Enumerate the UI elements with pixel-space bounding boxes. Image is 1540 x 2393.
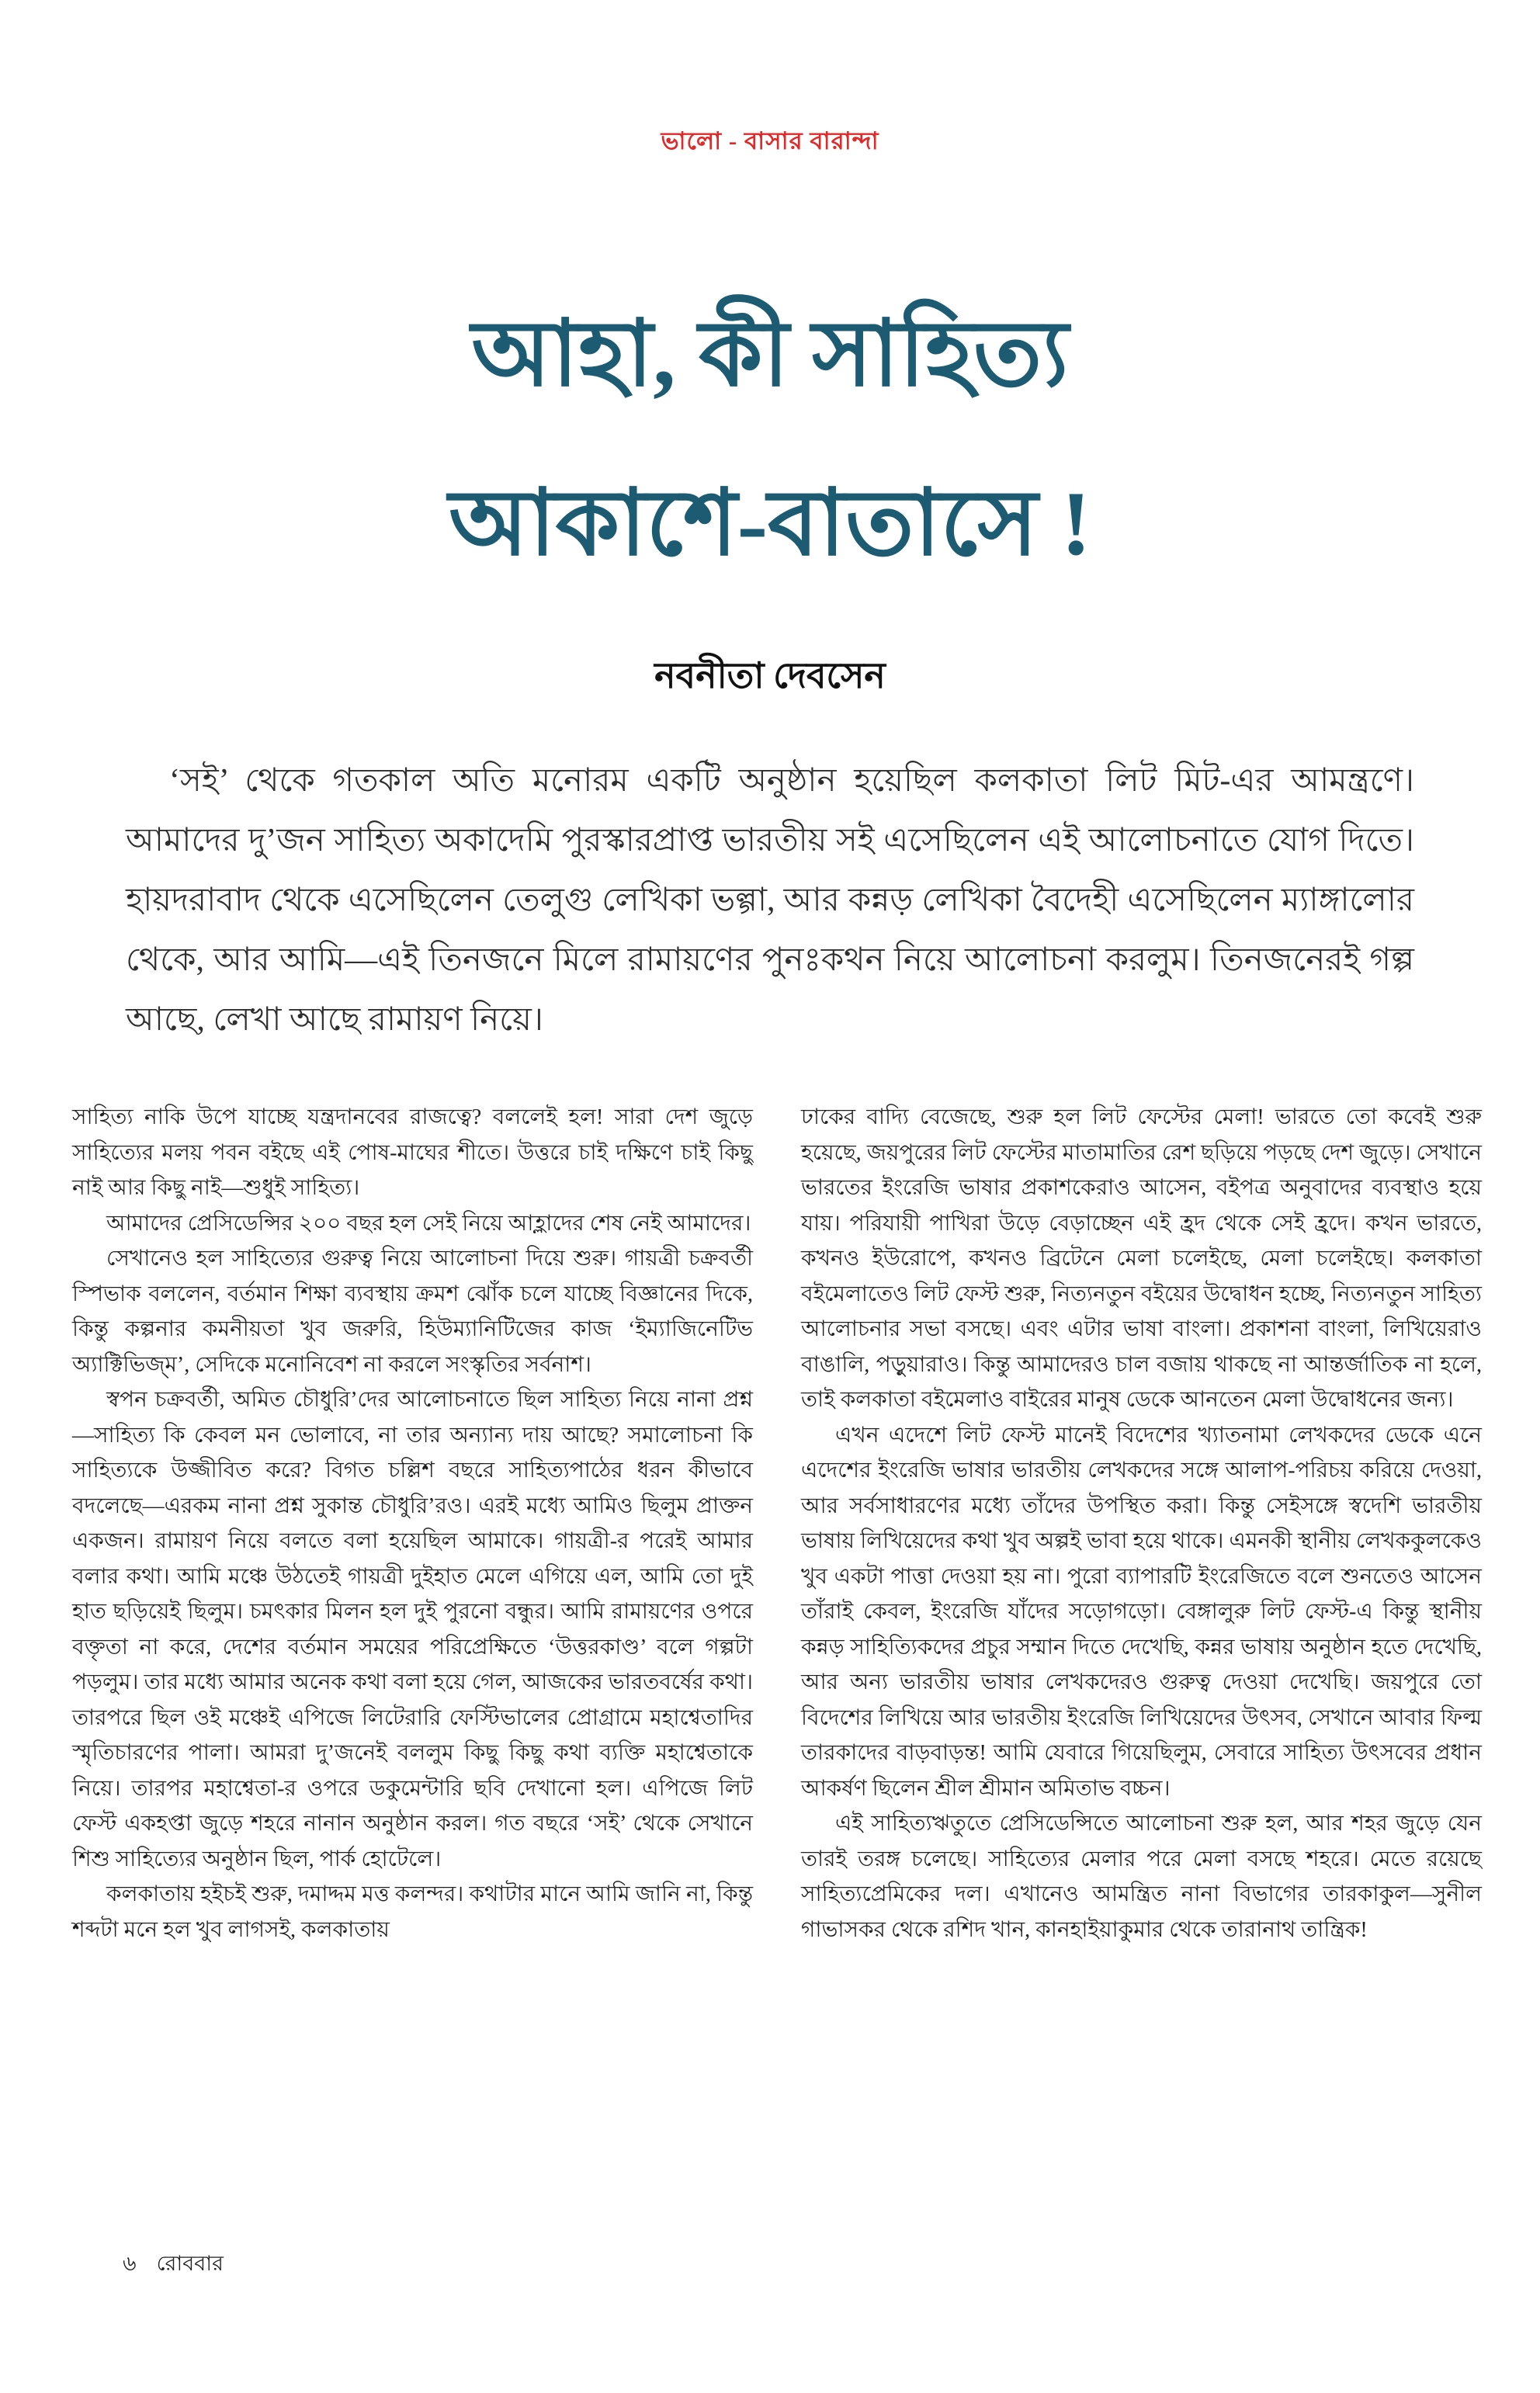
magazine-name: রোববার [156, 2252, 224, 2275]
lead-paragraph: ‘সই’ থেকে গতকাল অতি মনোরম একটি অনুষ্ঠান হয়েছিল কলকাতা লিট মিট-এর আমন্ত্রণে। আমাদের দু’জন সাহিত্য অকাদেমি পুরস্কারপ্রাপ্ত ভারতীয় সই এসেছিলেন এই আলোচনাতে যোগ দিতে। হায়দরাবাদ থেকে এসেছিলেন তেলুগু লেখিকা ভল্গা, আর কন্নড় লেখিকা বৈদেহী এসেছিলেন ম্যাঙ্গালোর থেকে, আর আমি—এই তিনজনে মিলে রামায়ণের পুনঃকথন নিয়ে আলোচনা করলুম। তিনজনেরই গল্প আছে, লেখা আছে রামায়ণ নিয়ে। [126, 763, 1414, 1038]
body-paragraph: সেখানেও হল সাহিত্যের গুরুত্ব নিয়ে আলোচনা দিয়ে শুরু। গায়ত্রী চক্রবর্তী স্পিভাক বললেন, বর্তমান শিক্ষা ব্যবস্থায় ক্রমশ ঝোঁক চলে যাচ্ছে বিজ্ঞানের দিকে, কিন্তু কল্পনার কমনীয়তা খুব জরুরি, হিউম্যানিটিজের কাজ ‘ইম্যাজিনেটিভ অ্যাক্টিভিজ্‌ম’, সেদিকে মনোনিবেশ না করলে সংস্কৃতির সর্বনাশ। [72, 1247, 753, 1377]
author-byline: নবনীতা দেবসেন [654, 656, 886, 695]
title-line-1: আহা, কী সাহিত্য [471, 303, 1069, 405]
article-title [0, 270, 1540, 609]
body-paragraph: আমাদের প্রেসিডেন্সির ২০০ বছর হল সেই নিয়ে আহ্লাদের শেষ নেই আমাদের। [106, 1211, 751, 1236]
title-line-2: আকাশে-বাতাসে ! [449, 473, 1091, 574]
right-column [801, 1100, 1482, 1947]
body-paragraph: এখন এদেশে লিট ফেস্ট মানেই বিদেশের খ্যাতনামা লেখকদের ডেকে এনে এদেশের ইংরেজি ভাষার ভারতীয় লেখকদের সঙ্গে আলাপ-পরিচয় করিয়ে দেওয়া, আর সর্বসাধারণের মধ্যে তাঁদের উপস্থিত করা। কিন্তু সেইসঙ্গে স্বদেশি ভারতীয় ভাষায় লিখিয়েদের কথা খুব অল্পই ভাবা হয়ে থাকে। এমনকী স্থানীয় লেখককুলকেও খুব একটা পাত্তা দেওয়া হয় না। পুরো ব্যাপারটি ইংরেজিতে বলে শুনতেও আসেন তাঁরাই কেবল, ইংরেজি যাঁদের সড়োগড়ো। বেঙ্গালুরু লিট ফেস্ট-এ কিন্তু স্থানীয় কন্নড় সাহিত্যিকদের প্রচুর সম্মান দিতে দেখেছি, কন্নর ভাষায় অনুষ্ঠান হতে দেখেছি, আর অন্য ভারতীয় ভাষার লেখকদেরও গুরুত্ব দেওয়া দেখেছি। জয়পুরে তো বিদেশের লিখিয়ে আর ভারতীয় ইংরেজি লিখিয়েদের উৎসব, সেখানে আবার ফিল্ম তারকাদের বাড়বাড়ন্ত! আমি যেবারে গিয়েছিলুম, সেবারে সাহিত্য উৎসবের প্রধান আকর্ষণ ছিলেন শ্রীল শ্রীমান অমিতাভ বচ্চন। [801, 1423, 1482, 1801]
body-paragraph: এই সাহিত্যঋতুতে প্রেসিডেন্সিতে আলোচনা শুরু হল, আর শহর জুড়ে যেন তারই তরঙ্গ চলেছে। সাহিত্যের মেলার পরে মেলা বসছে শহরে। মেতে রয়েছে সাহিত্যপ্রেমিকের দল। এখানেও আমন্ত্রিত নানা বিভাগের তারকাকুল—সুনীল গাভাসকর থেকে রশিদ খান, কানহাইয়াকুমার থেকে তারানাথ তান্ত্রিক! [801, 1812, 1482, 1942]
left-column [72, 1100, 753, 1947]
section-kicker: ভালো - বাসার বারান্দা [661, 127, 879, 154]
page-footer [123, 2248, 224, 2283]
body-paragraph: সাহিত্য নাকি উপে যাচ্ছে যন্ত্রদানবের রাজত্বে? বললেই হল! সারা দেশ জুড়ে সাহিত্যের মলয় পবন বইছে এই পোষ-মাঘের শীতে। উত্তরে চাই দক্ষিণে চাই কিছু নাই আর কিছু নাই—শুধুই সাহিত্য। [72, 1105, 753, 1200]
article-body [72, 1100, 1482, 1947]
body-paragraph: ঢাকের বাদ্যি বেজেছে, শুরু হল লিট ফেস্টের মেলা! ভারতে তো কবেই শুরু হয়েছে, জয়পুরের লিট ফেস্টের মাতামাতির রেশ ছড়িয়ে পড়ছে দেশ জুড়ে। সেখানে ভারতের ইংরেজি ভাষার প্রকাশকেরাও আসেন, বইপত্র অনুবাদের ব্যবস্থাও হয়ে যায়। পরিযায়ী পাখিরা উড়ে বেড়াচ্ছেন এই হ্রদ থেকে সেই হ্রদে। কখন ভারতে, কখনও ইউরোপে, কখনও ব্রিটেনে মেলা চলেইছে, মেলা চলেইছে। কলকাতা বইমেলাতেও লিট ফেস্ট শুরু, নিত্যনতুন বইয়ের উদ্বোধন হচ্ছে, নিত্যনতুন সাহিত্য আলোচনার সভা বসছে। এবং এটার ভাষা বাংলা। প্রকাশনা বাংলা, লিখিয়েরাও বাঙালি, পড়ুয়ারাও। কিন্তু আমাদেরও চাল বজায় থাকছে না আন্তর্জাতিক না হলে, তাই কলকাতা বইমেলাও বাইরের মানুষ ডেকে আনতেন মেলা উদ্বোধনের জন্য। [801, 1105, 1482, 1412]
body-paragraph: স্বপন চক্রবর্তী, অমিত চৌধুরি’দের আলোচনাতে ছিল সাহিত্য নিয়ে নানা প্রশ্ন—সাহিত্য কি কেবল মন ভোলাবে, না তার অন্যান্য দায় আছে? সমালোচনা কি সাহিত্যকে উজ্জীবিত করে? বিগত চল্লিশ বছরে সাহিত্যপাঠের ধরন কীভাবে বদলেছে—এরকম নানা প্রশ্ন সুকান্ত চৌধুরি’রও। এরই মধ্যে আমিও ছিলুম প্রাক্তন একজন। রামায়ণ নিয়ে বলতে বলা হয়েছিল আমাকে। গায়ত্রী-র পরেই আমার বলার কথা। আমি মঞ্চে উঠতেই গায়ত্রী দুইহাত মেলে এগিয়ে এল, আমি তো দুই হাত ছড়িয়েই ছিলুম। চমৎকার মিলন হল দুই পুরনো বন্ধুর। আমি রামায়ণের ওপরে বক্তৃতা না করে, দেশের বর্তমান সময়ের পরিপ্রেক্ষিতে ‘উত্তরকাণ্ড’ বলে গল্পটা পড়লুম। তার মধ্যে আমার অনেক কথা বলা হয়ে গেল, আজকের ভারতবর্ষের কথা। তারপরে ছিল ওই মঞ্চেই এপিজে লিটেরারি ফেস্টিভালের প্রোগ্রামে মহাশ্বেতাদির স্মৃতিচারণের পালা। আমরা দু’জনেই বললুম কিছু কিছু কথা ব্যক্তি মহাশ্বেতাকে নিয়ে। তারপর মহাশ্বেতা-র ওপরে ডকুমেন্টারি ছবি দেখানো হল। এপিজে লিট ফেস্ট একহপ্তা জুড়ে শহরে নানান অনুষ্ঠান করল। গত বছরে ‘সই’ থেকে সেখানে শিশু সাহিত্যের অনুষ্ঠান ছিল, পার্ক হোটেলে। [72, 1388, 753, 1871]
body-paragraph: কলকাতায় হইচই শুরু, দমাদ্দম মত্ত কলন্দর। কথাটার মানে আমি জানি না, কিন্তু শব্দটা মনে হল খুব লাগসই, কলকাতায় [72, 1882, 753, 1942]
page-number: ৬ [123, 2252, 137, 2275]
